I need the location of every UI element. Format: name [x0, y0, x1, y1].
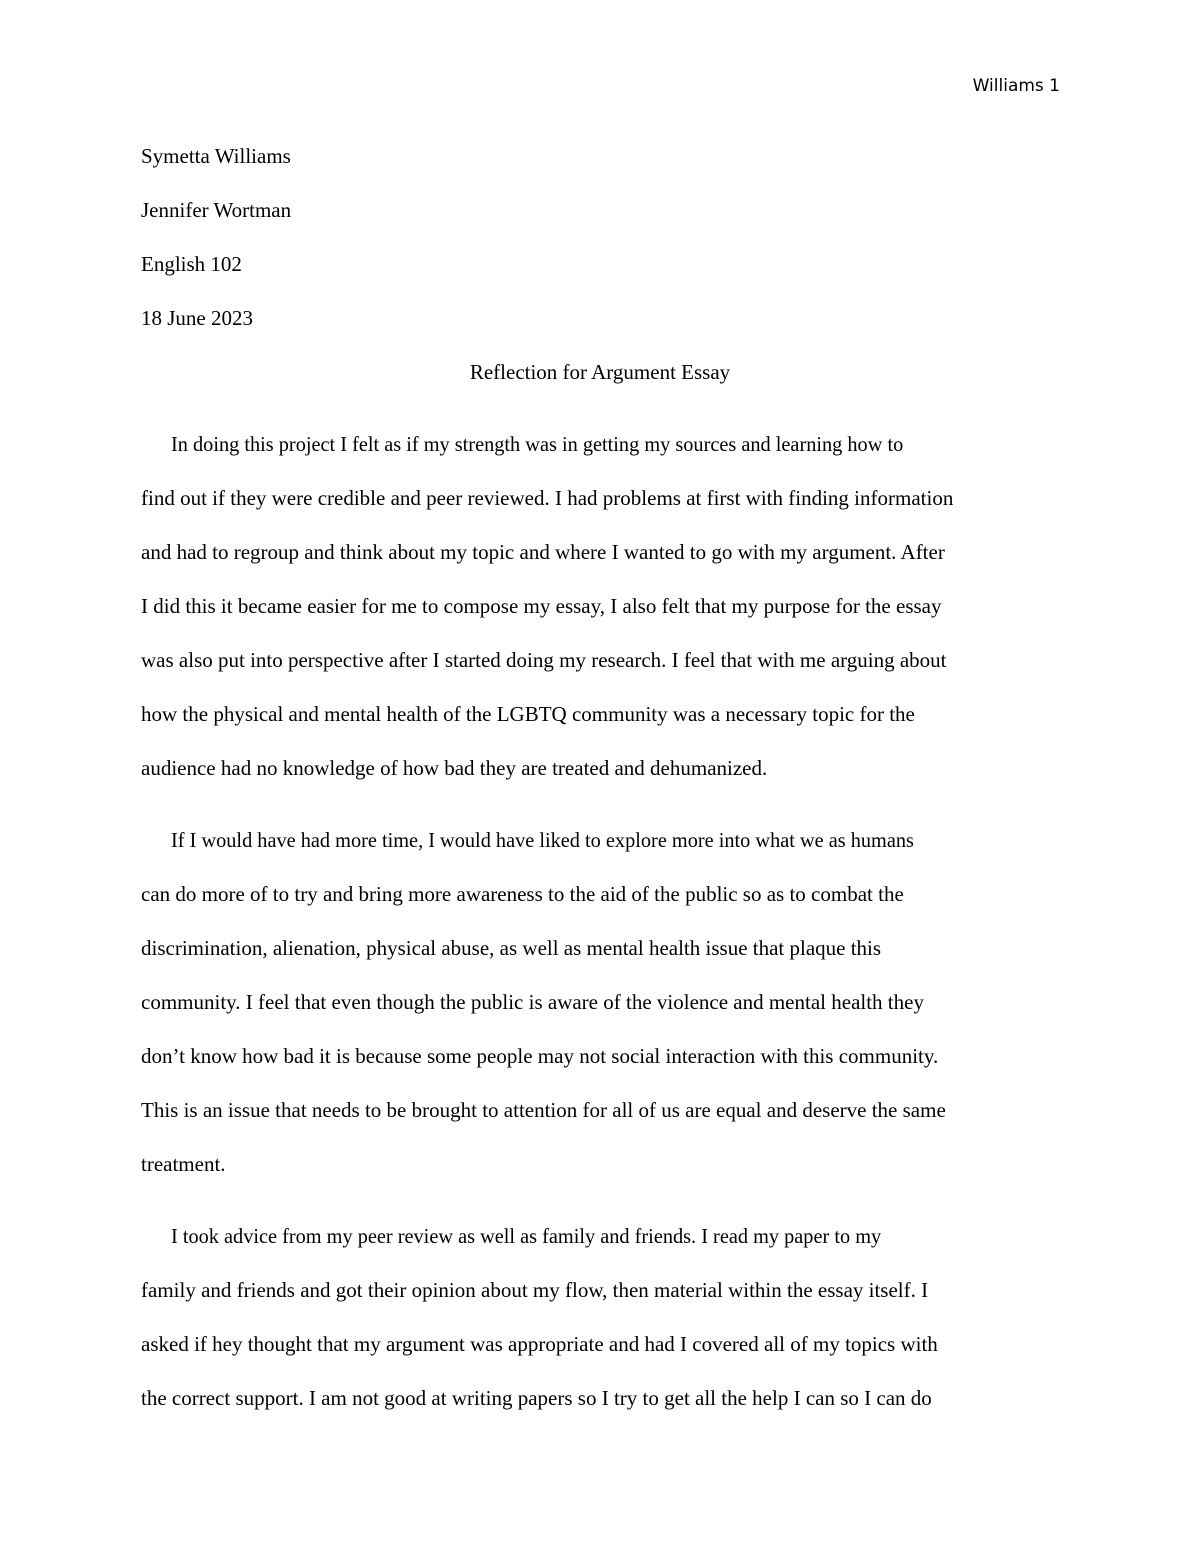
running-head: Williams 1	[972, 76, 1060, 96]
paragraph-line: and had to regroup and think about my topic and where I wanted to go with my argument. After	[141, 540, 945, 564]
paragraph-line: find out if they were credible and peer reviewed. I had problems at first with finding information	[141, 486, 954, 510]
instructor-name: Jennifer Wortman	[141, 198, 292, 222]
paragraph-line: family and friends and got their opinion about my flow, then material within the essay itself. I	[141, 1278, 929, 1302]
paragraph-line: don’t know how bad it is because some people may not social interaction with this community.	[141, 1044, 939, 1068]
paragraph-line: This is an issue that needs to be brought to attention for all of us are equal and deserve the same	[141, 1098, 946, 1122]
paragraph-line: audience had no knowledge of how bad they are treated and dehumanized.	[141, 756, 768, 780]
paragraph-line: was also put into perspective after I started doing my research. I feel that with me arguing about	[141, 648, 947, 672]
essay-title: Reflection for Argument Essay	[469, 360, 731, 384]
paragraph-line: asked if hey thought that my argument was appropriate and had I covered all of my topics with	[141, 1332, 938, 1356]
paragraph-line: treatment.	[141, 1152, 226, 1176]
essay-date: 18 June 2023	[141, 306, 253, 330]
paragraph-line: how the physical and mental health of the LGBTQ community was a necessary topic for the	[141, 702, 915, 726]
course-name: English 102	[141, 252, 242, 276]
paragraph-line: In doing this project I felt as if my strength was in getting my sources and learning how to	[171, 432, 904, 456]
student-name: Symetta Williams	[141, 144, 291, 168]
paragraph-line: community. I feel that even though the public is aware of the violence and mental health they	[141, 990, 924, 1014]
paragraph-line: I took advice from my peer review as well as family and friends. I read my paper to my	[171, 1224, 882, 1248]
paragraph-line: the correct support. I am not good at writing papers so I try to get all the help I can so I can do	[141, 1386, 932, 1410]
paragraph-line: can do more of to try and bring more awareness to the aid of the public so as to combat the	[141, 882, 904, 906]
paragraph-line: I did this it became easier for me to compose my essay, I also felt that my purpose for the essay	[141, 594, 942, 618]
paragraph-line: If I would have had more time, I would have liked to explore more into what we as humans	[171, 828, 914, 852]
paragraph-line: discrimination, alienation, physical abuse, as well as mental health issue that plaque this	[141, 936, 882, 960]
